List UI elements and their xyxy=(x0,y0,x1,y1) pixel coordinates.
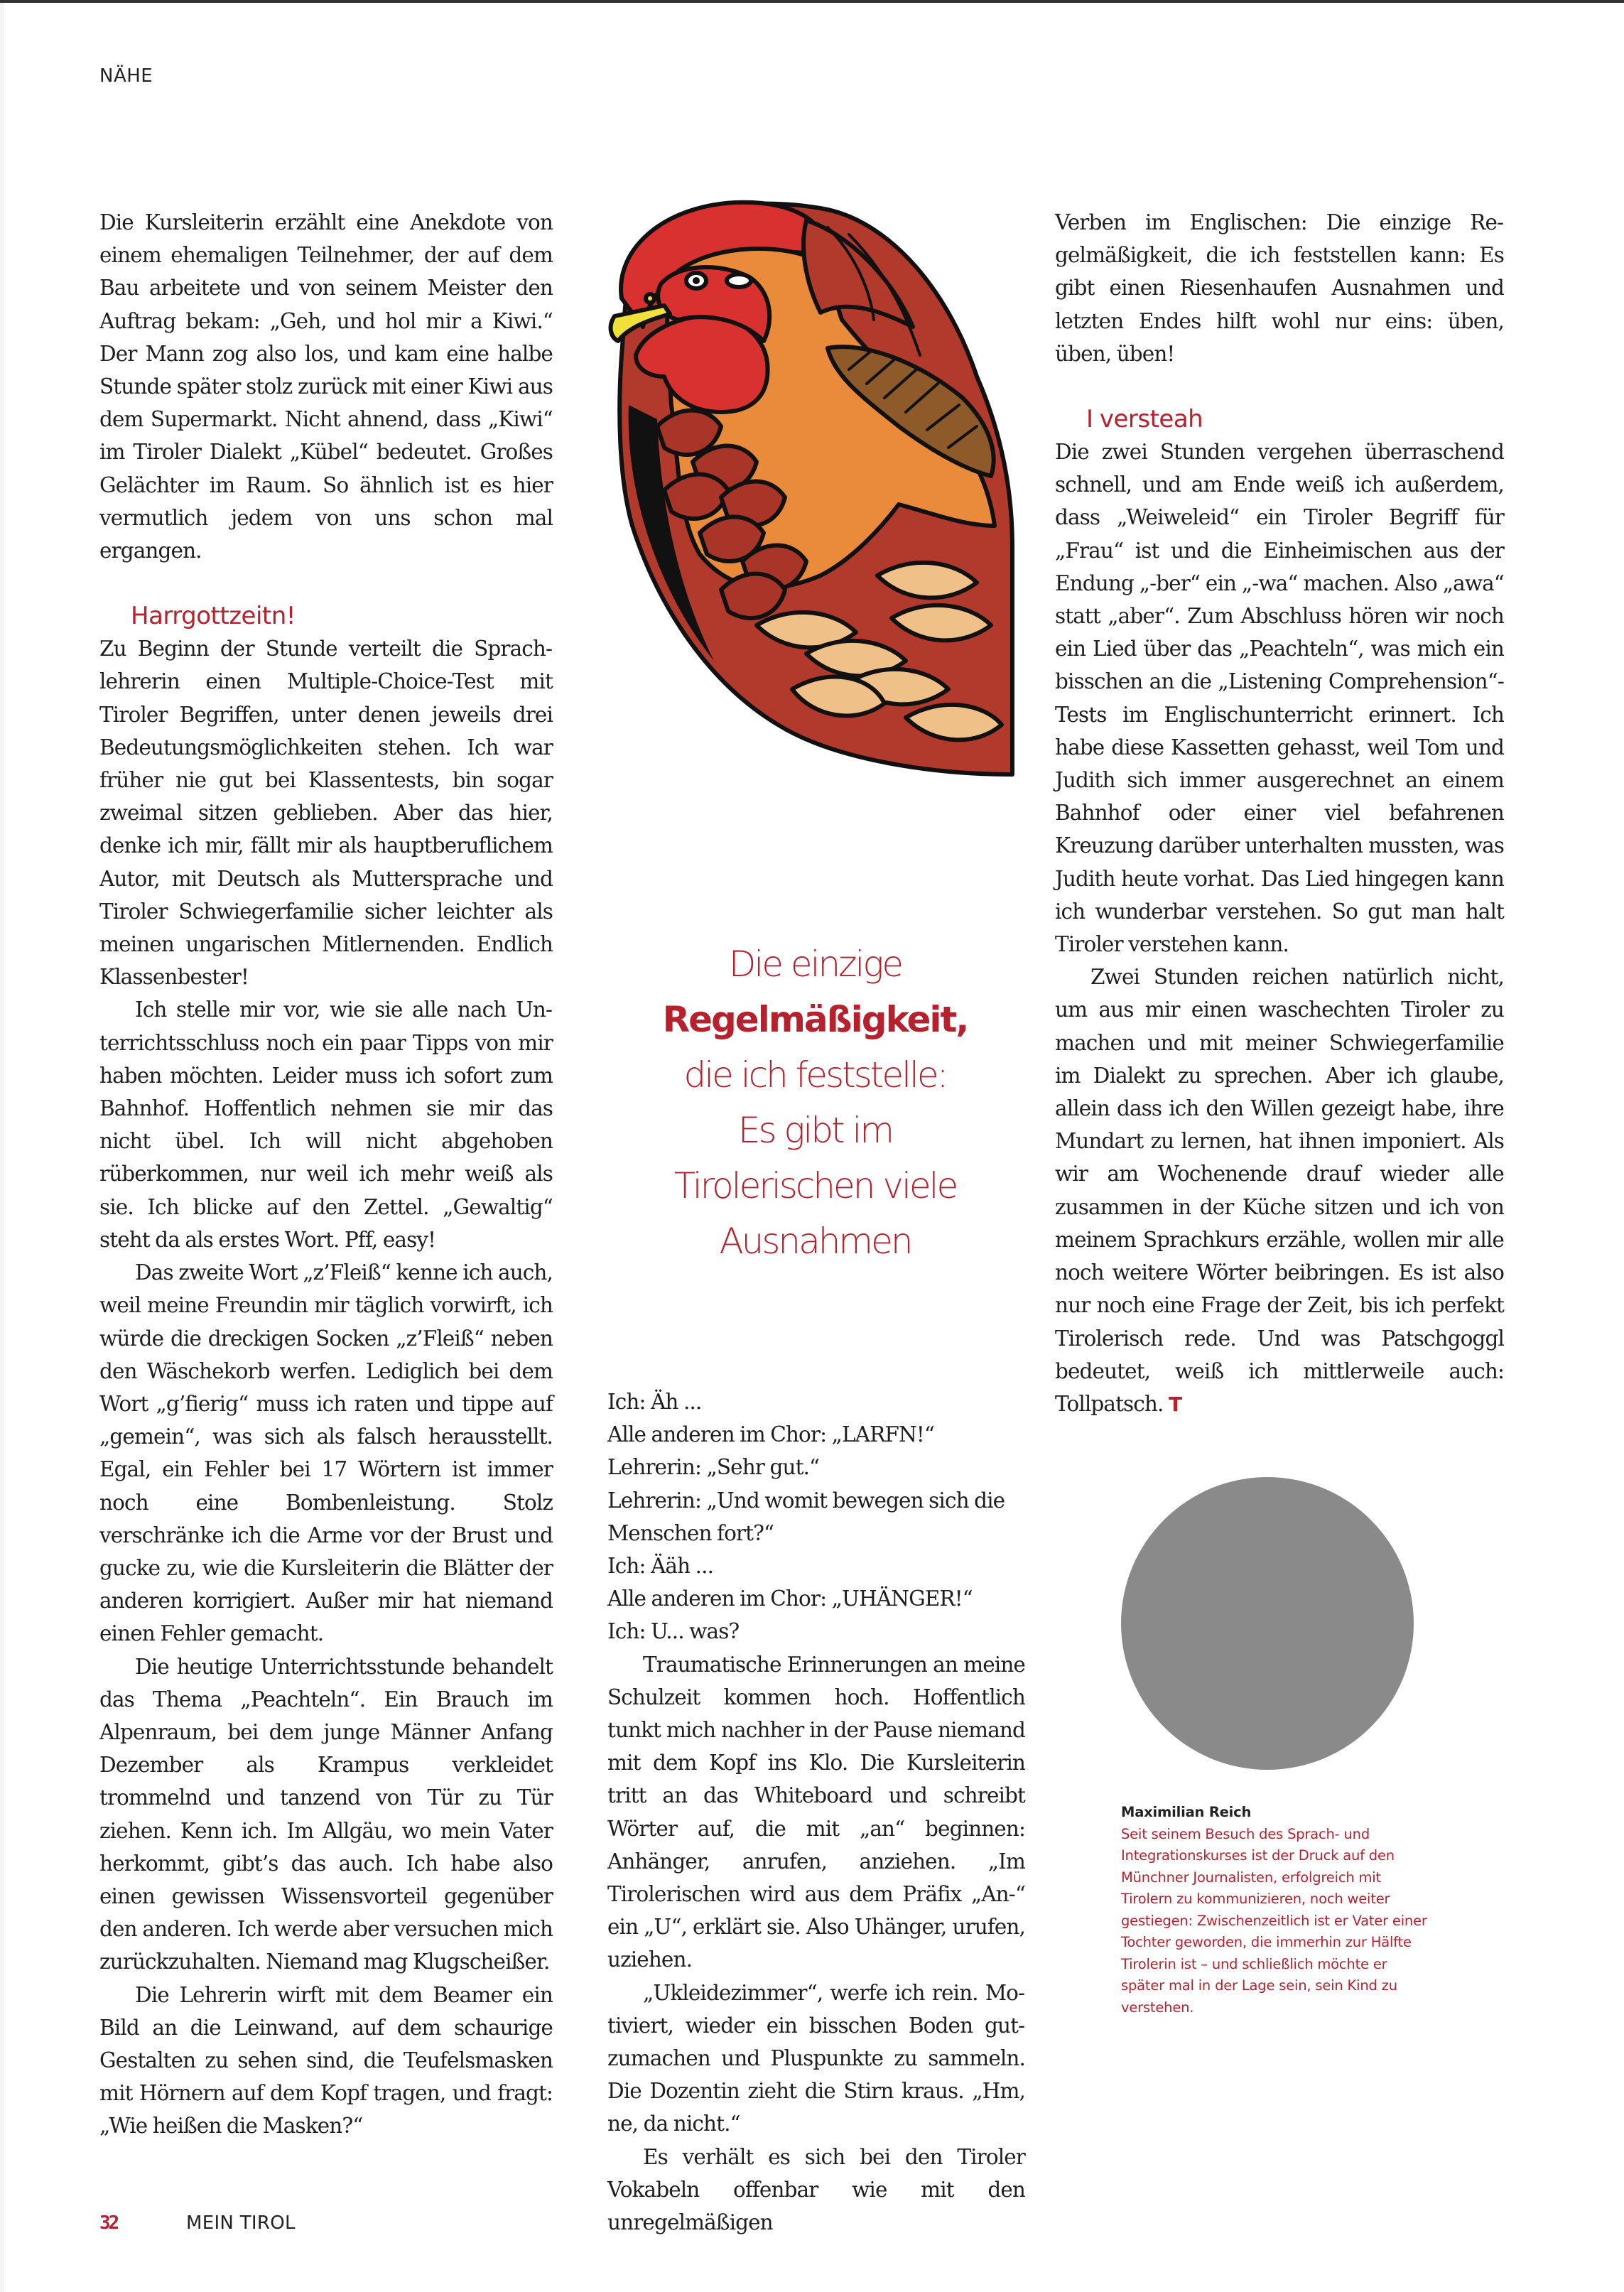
author-bio-text: Seit seinem Besuch des Sprach- und Integrationskurses ist der Druck auf den Münchner Journalisten, erfolgreich mit Tirolern zu kommunizieren, noch weiter gestiegen: Zwischenzeitlich ist er Vater einer Tochter geworden, die immerhin zur Hälfte Tirolerin ist – und schließlich möchte er später mal in der Lage sein, sein Kind zu verstehen. xyxy=(1121,1825,1427,2016)
subheading: I versteah xyxy=(1086,405,1203,434)
dialog-line: Alle anderen im Chor: „LARFN!“ xyxy=(607,1422,935,1447)
dialog-line: Lehrerin: „Und womit bewegen sich die Menschen fort?“ xyxy=(607,1488,1005,1545)
pull-quote-line: Die einzige xyxy=(728,944,902,985)
paragraph-text: Zwei Stunden reichen natürlich nicht, um aus mir einen waschechten Tiroler zu machen und mit meiner Schwiegerfamilie im Dialekt zu sprechen. Aber ich glaube, allein dass ich den Willen gezeigt habe, ihre Mundart zu lernen, hat ihnen imponiert. Als wir am Wochenende drauf wieder alle zusammen in der Küche sitzen und ich von meinem Sprachkurs erzähle, wollen mir alle noch weitere Wörter beibringen. Es ist also nur noch eine Frage der Zeit, bis ich perfekt Tirolerisch rede. Und was Patschgoggl bedeutet, weiß ich mittlerweile auch: Tollpatsch. xyxy=(1055,965,1504,1416)
paragraph: Zu Beginn der Stunde verteilt die Sprachlehrerin einen Multiple-Choice-Test mit Tiroler Begriffen, unter denen jeweils drei Bedeutungsmöglichkeiten stehen. Ich war früher nie gut bei Klassentests, bin sogar zweimal sitzen geblieben. Aber das hier, denke ich mir, fällt mir als hauptberuflichem Autor, mit Deutsch als Muttersprache und Tiroler Schwiegerfamilie sicher leichter als meinen ungarischen Mitlernenden. Endlich Klassenbester! xyxy=(99,637,553,990)
pull-quote-line: die ich feststelle: xyxy=(683,1054,947,1096)
paragraph: Verben im Englischen: Die einzige Regelmäßigkeit, die ich feststellen kann: Es gibt einen Riesenhaufen Ausnahmen und letzten Endes hilft wohl nur eins: üben, üben, üben! xyxy=(1055,210,1504,366)
paragraph: Das zweite Wort „z’Fleiß“ kenne ich auch, weil meine Freundin mir täglich vorwirft, ich würde die dreckigen Socken „z’Fleiß“ neben den Wäschekorb werfen. Lediglich bei dem Wort „g’fierig“ muss ich raten und tippe auf „gemein“, was sich als falsch herausstellt. Egal, ein Fehler bei 17 Wörtern ist immer noch eine Bombenleistung. Stolz verschränke ich die Arme vor der Brust und gucke zu, wie die Kursleiterin die Blätter der anderen korrigiert. Außer mir hat niemand einen Fehler gemacht. xyxy=(99,1260,553,1646)
dialog-line: Ich: Äh ... xyxy=(607,1390,702,1414)
author-bio xyxy=(1121,1802,1434,2018)
section-label: NÄHE xyxy=(99,65,153,87)
paragraph: „Ukleidezimmer“, werfe ich rein. Motiviert, wieder ein bisschen Boden gutzumachen und Pluspunkte zu sammeln. Die Dozentin zieht die Stirn kraus. „Hm, ne, da nicht.“ xyxy=(607,1980,1025,2136)
window-top-border xyxy=(0,0,1624,3)
article-column-2 xyxy=(607,1385,1025,2239)
article-column-3 xyxy=(1055,206,1504,1421)
paragraph: Ich stelle mir vor, wie sie alle nach Unterrichtsschluss noch ein paar Tipps von mir haben möchten. Leider muss ich sofort zum Bahnhof. Hoffentlich nehmen sie mir das nicht übel. Ich will nicht abgehoben rüberkommen, nur weil ich mehr weiß als sie. Ich blicke auf den Zettel. „Gewaltig“ steht da als erstes Wort. Pff, easy! xyxy=(99,998,553,1252)
dialog-line: Lehrerin: „Sehr gut.“ xyxy=(607,1455,820,1480)
paragraph: Es verhält es sich bei den Tiroler Vokabeln offenbar wie mit den unregelmäßigen xyxy=(607,2144,1025,2235)
page-left-edge xyxy=(0,3,4,2292)
dialog-line: Ich: Ääh ... xyxy=(607,1554,714,1579)
paragraph: Die zwei Stunden vergehen überraschend schnell, und am Ende weiß ich außerdem, dass „Weiweleid“ ein Tiroler Begriff für „Frau“ ist und die Einheimischen aus der Endung „-ber“ ein „-wa“ machen. Also „awa“ statt „aber“. Zum Abschluss hören wir noch ein Lied über das „Peachteln“, was mich ein bisschen an die „Listening Comprehension“-Tests im Englischunterricht erinnert. Ich habe diese Kassetten gehasst, weil Tom und Judith sich immer ausgerechnet an einem Bahnhof oder einer viel befahrenen Kreuzung darüber unterhalten mussten, was Judith heute vorhat. Das Lied hingegen kann ich wunderbar verstehen. So gut man halt Tiroler verstehen kann. xyxy=(1055,440,1504,957)
article-column-1 xyxy=(99,206,553,2143)
author-photo-placeholder xyxy=(1121,1477,1414,1770)
paragraph: Die heutige Unterrichtsstunde behandelt das Thema „Peachteln“. Ein Brauch im Alpenraum, bei dem junge Männer Anfang Dezember als Krampus verkleidet trommelnd und tanzend von Tür zu Tür ziehen. Kenn ich. Im Allgäu, wo mein Vater herkommt, gibt’s das auch. Ich habe also einen gewissen Wissensvorteil gegenüber den anderen. Ich werde aber versuchen mich zurückzuhalten. Niemand mag Klugscheißer. xyxy=(99,1654,553,1974)
pull-quote-line: Ausnahmen xyxy=(719,1221,911,1262)
dialog-line: Alle anderen im Chor: „UHÄNGER!“ xyxy=(607,1586,973,1611)
pull-quote-line-bold: Regelmäßigkeit, xyxy=(662,999,968,1040)
dialog-block xyxy=(607,1385,1025,1648)
subheading: Harrgottzeitn! xyxy=(131,602,296,631)
pull-quote xyxy=(593,936,1037,1269)
paragraph: Die Lehrerin wirft mit dem Beamer ein Bild an die Leinwand, auf dem schaurige Gestalten zu sehen sind, die Teufelsmasken mit Hörnern auf dem Kopf tragen, und fragt: „Wie heißen die Masken?“ xyxy=(99,1982,553,2139)
pull-quote-line: Es gibt im xyxy=(737,1110,893,1151)
pull-quote-line: Tirolerischen viele xyxy=(673,1165,957,1206)
paragraph: Die Kursleiterin erzählt eine Anekdote von einem ehemaligen Teilnehmer, der auf dem Bau arbeitete und von seinem Meister den Auftrag bekam: „Geh, und hol mir a Kiwi.“ Der Mann zog also los, und kam eine halbe Stunde später stolz zurück mit einer Kiwi aus dem Supermarkt. Nicht ahnend, dass „Kiwi“ im Tiroler Dialekt „Kübel“ bedeutet. Großes Gelächter im Raum. So ähnlich ist es hier vermutlich jedem von uns schon mal ergangen. xyxy=(99,210,553,563)
rooster-illustration xyxy=(593,192,1019,789)
author-name: Maximilian Reich xyxy=(1121,1804,1252,1820)
paragraph-final xyxy=(1055,961,1504,1421)
paragraph: Traumatische Erinnerungen an meine Schulzeit kommen hoch. Hoffentlich tunkt mich nachher in der Pause niemand mit dem Kopf ins Klo. Die Kursleiterin tritt an das Whiteboard und schreibt Wörter auf, die mit „an“ beginnen: Anhänger, anrufen, anziehen. „Im Tirolerischen wird aus dem Präfix „An-“ ein „U“, erklärt sie. Also Uhänger, urufen, uziehen. xyxy=(607,1652,1025,1972)
magazine-name: MEIN TIROL xyxy=(186,2212,296,2234)
dialog-line: Ich: U... was? xyxy=(607,1619,740,1644)
end-mark-icon: T xyxy=(1168,1392,1182,1416)
page-number: 32 xyxy=(99,2212,118,2234)
